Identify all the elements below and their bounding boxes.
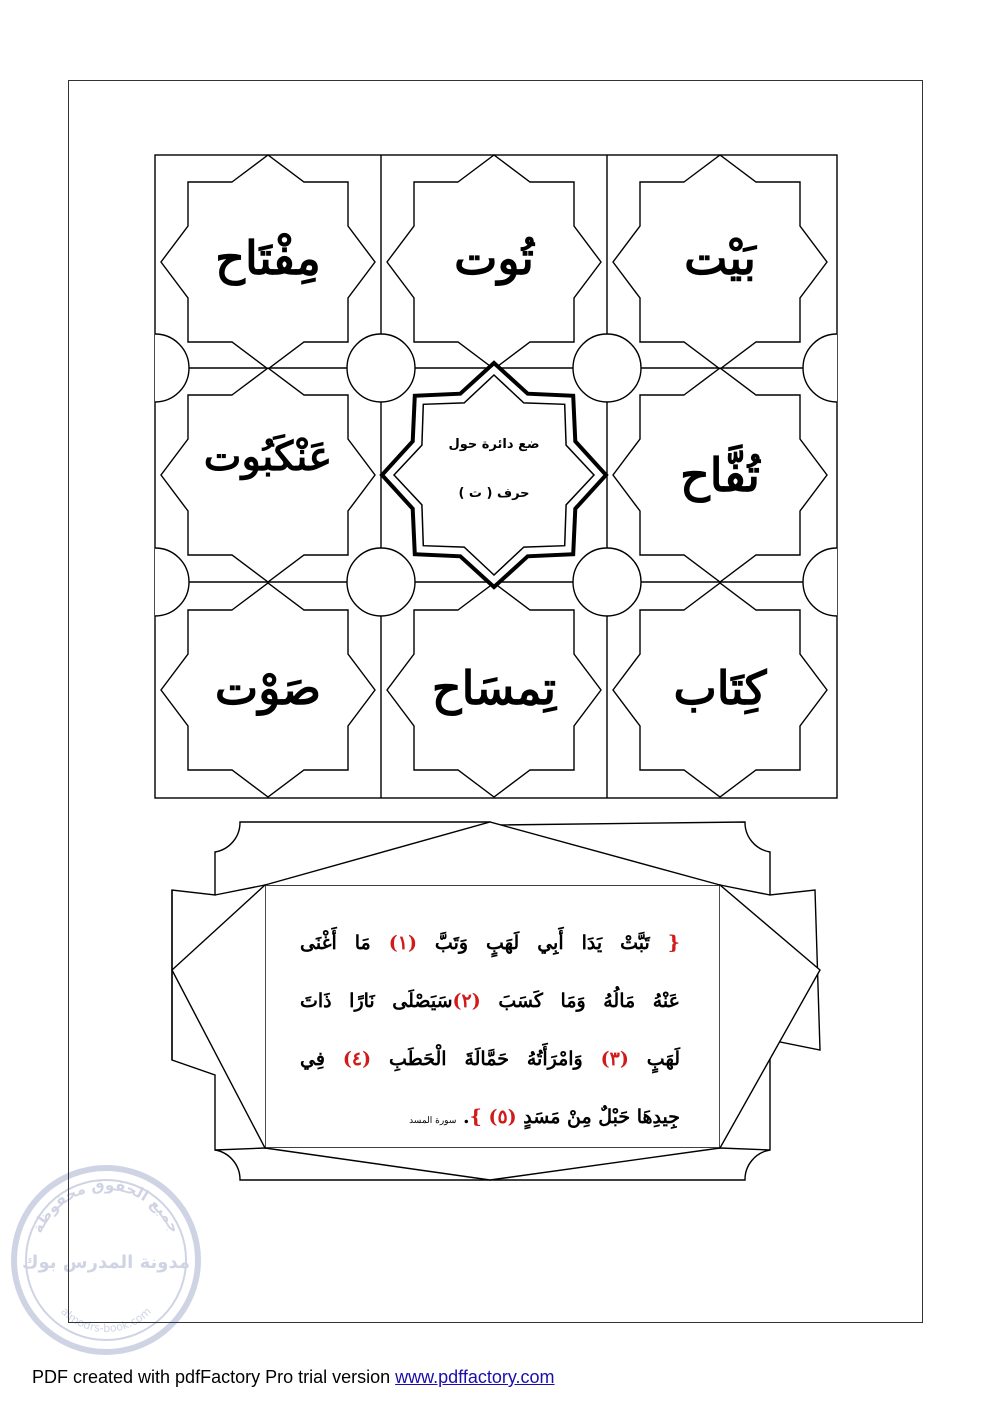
center-star-inner [394,375,594,575]
edge-half-circle [155,548,189,616]
quran-verse [300,914,680,1150]
pdf-footer [32,1367,555,1388]
watermark-stamp [6,1160,206,1360]
intersection-circle [347,548,415,616]
edge-half-circle [803,334,837,402]
surah-name: سورة المسد [409,1116,457,1126]
watermark-line-3: almodrs-book.com [58,1304,154,1336]
instruction-line-1: ضع دائرة حول [448,437,540,452]
verse-line-2: عَنْهُ مَالُهُ وَمَا كَسَبَ (٢)سَيَصْلَى نَارًا ذَاتَ [300,990,680,1012]
footer-text: PDF created with pdfFactory Pro trial version [32,1367,396,1387]
edge-half-circle [155,334,189,402]
word-timsah: تِمسَاح [431,661,557,715]
footer-link[interactable]: www.pdffactory.com [395,1367,555,1387]
svg-text:almodrs-book.com [58,1305,154,1335]
word-bayt: بَيْت [684,231,756,285]
word-ankabut: عَنْكَبُوت [203,433,333,480]
word-miftah: مِفْتَاح [215,231,321,285]
intersection-circle [573,334,641,402]
instruction-line-2: حرف ( ت ) [458,486,530,501]
word-sawt: صَوْت [214,661,322,715]
word-tuffah: تُفَّاح [680,448,760,502]
verse-line-3: لَهَبٍ (٣) وَامْرَأَتُهُ حَمَّالَةَ الْحَطَبِ (٤) فِي [300,1048,680,1070]
intersection-circle [573,548,641,616]
watermark-line-1: جميع الحقوق محفوظة [28,1175,184,1236]
intersection-circle [347,334,415,402]
watermark-line-2: مدونة المدرس بوك [21,1252,191,1273]
word-kitab: كِتَاب [673,661,767,715]
edge-half-circle [803,548,837,616]
verse-line-4: جِيدِهَا حَبْلٌ مِنْ مَسَدٍ (٥) }. سورة المسد [409,1106,680,1128]
verse-line-1: { تَبَّتْ يَدَا أَبِي لَهَبٍ وَتَبَّ (١) مَا أَغْنَى [300,932,680,954]
word-tut: تُوت [454,231,534,285]
